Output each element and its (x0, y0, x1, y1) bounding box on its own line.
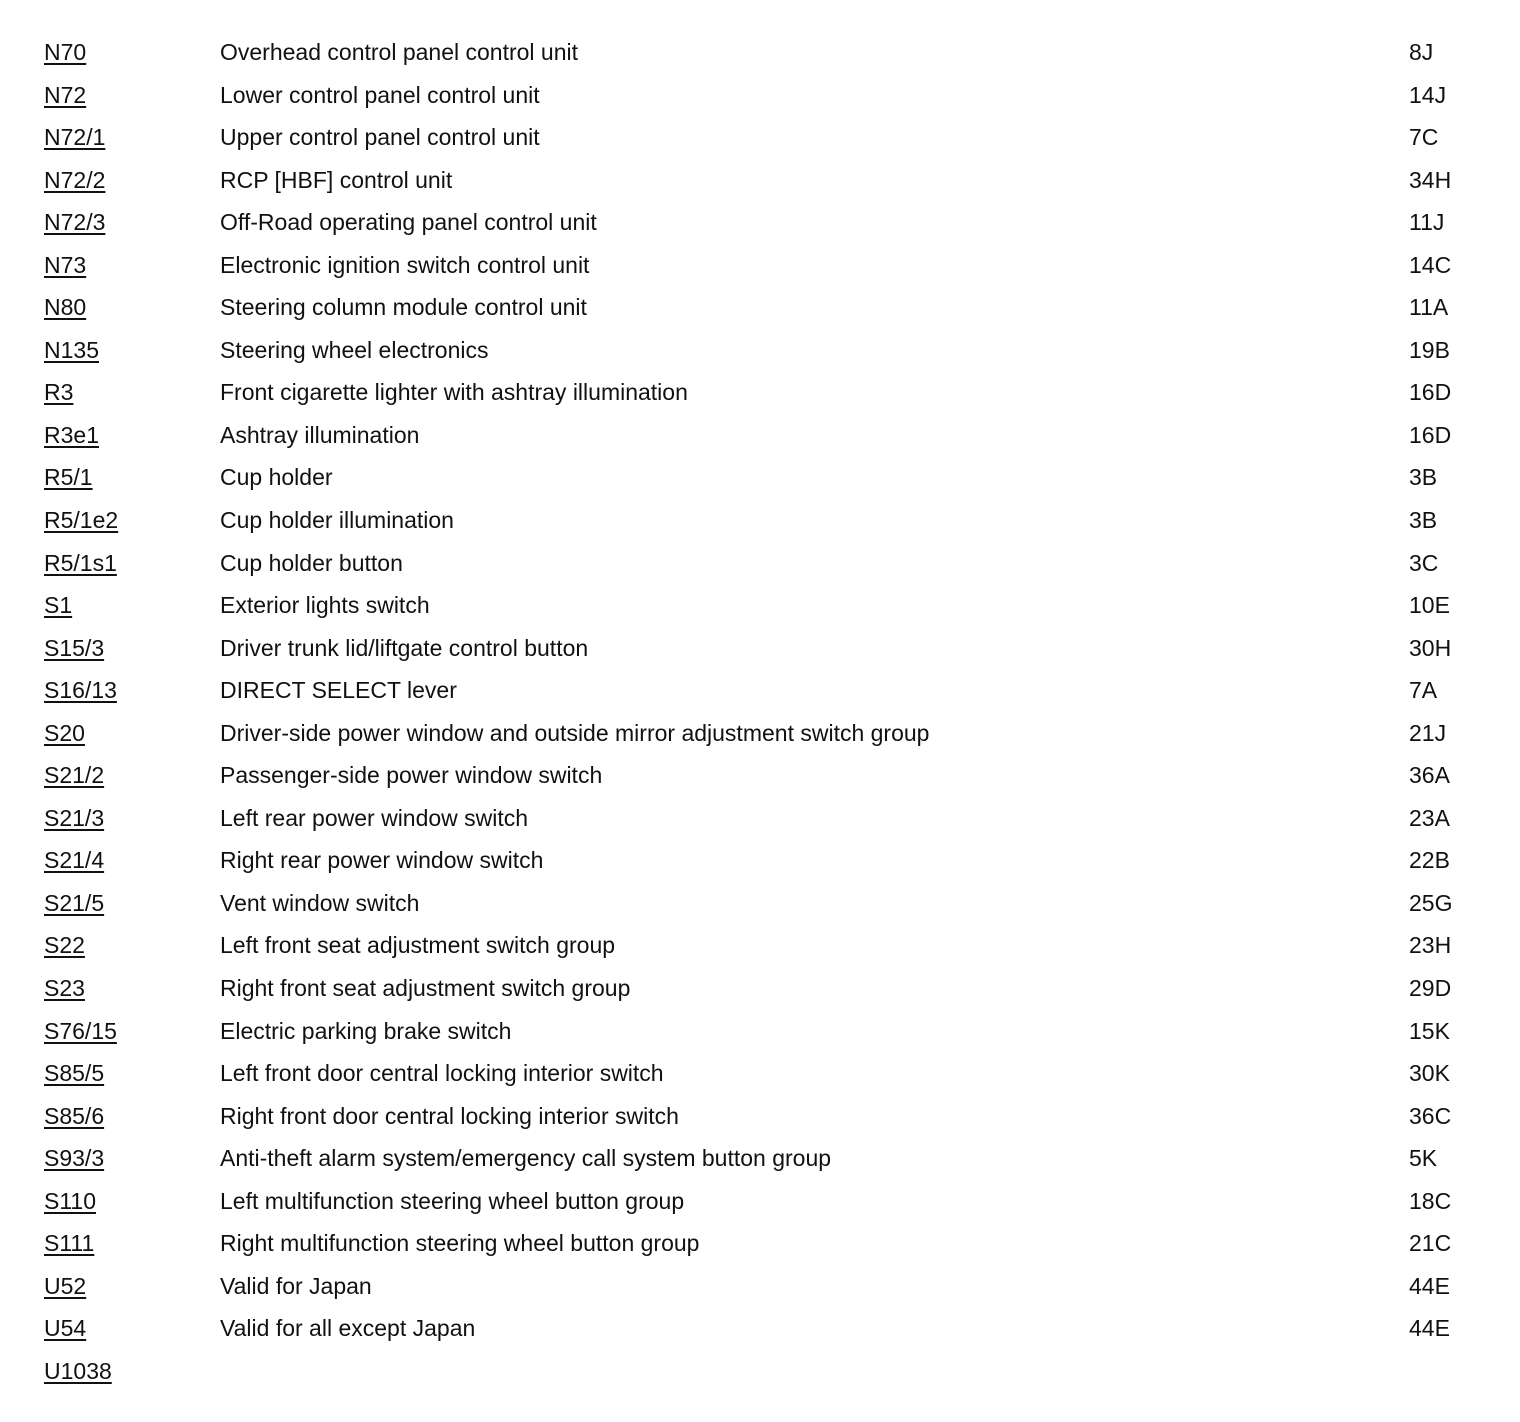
component-code-link[interactable]: S21/4 (44, 847, 105, 874)
grid-location: 36C (1409, 1102, 1452, 1129)
component-code-link[interactable]: R5/1 (44, 464, 93, 491)
component-code-link[interactable]: N72 (44, 81, 87, 108)
component-description: Steering wheel electronics (220, 336, 489, 363)
component-description: Lower control panel control unit (220, 81, 540, 108)
component-code-link[interactable]: S16/13 (44, 677, 117, 704)
grid-location: 21C (1409, 1230, 1452, 1257)
grid-location: 44E (1409, 1315, 1450, 1342)
component-code-link[interactable]: R5/1e2 (44, 507, 119, 534)
grid-location: 25G (1409, 889, 1453, 916)
component-description: Left front door central locking interior switch (220, 1060, 664, 1087)
list-item (0, 754, 1520, 797)
list-item (0, 414, 1520, 457)
grid-location: 7A (1409, 677, 1438, 704)
grid-location: 21J (1409, 719, 1447, 746)
list-item (0, 584, 1520, 627)
component-description: Ashtray illumination (220, 421, 420, 448)
component-legend-list (0, 31, 1520, 1393)
component-code-link[interactable]: R3 (44, 379, 74, 406)
component-code-link[interactable]: R5/1s1 (44, 549, 117, 576)
component-description: Left rear power window switch (220, 804, 529, 831)
component-description: Front cigarette lighter with ashtray illumination (220, 379, 688, 406)
list-item (0, 1222, 1520, 1265)
component-code-link[interactable]: S21/5 (44, 889, 105, 916)
component-description: Right front door central locking interior switch (220, 1102, 679, 1129)
list-item (0, 839, 1520, 882)
grid-location: 3B (1409, 464, 1438, 491)
grid-location: 16D (1409, 421, 1452, 448)
list-item (0, 1180, 1520, 1223)
list-item (0, 882, 1520, 925)
grid-location: 10E (1409, 592, 1450, 619)
grid-location: 34H (1409, 166, 1452, 193)
grid-location: 23A (1409, 804, 1450, 831)
grid-location: 11A (1409, 294, 1449, 321)
component-description: DIRECT SELECT lever (220, 677, 457, 704)
list-item (0, 499, 1520, 542)
component-description: Off-Road operating panel control unit (220, 209, 597, 236)
grid-location: 30H (1409, 634, 1452, 661)
list-item (0, 244, 1520, 287)
list-item (0, 1350, 1520, 1393)
grid-location: 15K (1409, 1017, 1450, 1044)
list-item (0, 371, 1520, 414)
grid-location: 36A (1409, 762, 1450, 789)
component-code-link[interactable]: N72/3 (44, 209, 106, 236)
component-code-link[interactable]: U52 (44, 1272, 87, 1299)
component-description: Electric parking brake switch (220, 1017, 512, 1044)
component-description: Cup holder button (220, 549, 403, 576)
component-description: Left multifunction steering wheel button group (220, 1187, 685, 1214)
list-item (0, 1095, 1520, 1138)
component-description: Passenger-side power window switch (220, 762, 603, 789)
component-code-link[interactable]: S21/2 (44, 762, 105, 789)
component-description: Cup holder (220, 464, 333, 491)
grid-location: 14C (1409, 251, 1452, 278)
component-code-link[interactable]: S85/6 (44, 1102, 105, 1129)
component-description: Steering column module control unit (220, 294, 587, 321)
component-description: Driver-side power window and outside mirror adjustment switch group (220, 719, 930, 746)
component-code-link[interactable]: N72/2 (44, 166, 106, 193)
list-item (0, 159, 1520, 202)
component-description: Overhead control panel control unit (220, 39, 578, 65)
component-description: Left front seat adjustment switch group (220, 932, 616, 959)
component-code-link[interactable]: S85/5 (44, 1060, 105, 1087)
list-item (0, 542, 1520, 585)
list-item (0, 1052, 1520, 1095)
list-item (0, 1137, 1520, 1180)
component-code-link[interactable]: S21/3 (44, 804, 105, 831)
list-item (0, 1307, 1520, 1350)
component-code-link[interactable]: S15/3 (44, 634, 105, 661)
grid-location: 44E (1409, 1272, 1450, 1299)
list-item (0, 1265, 1520, 1308)
list-item (0, 797, 1520, 840)
list-item (0, 924, 1520, 967)
component-description: Vent window switch (220, 889, 420, 916)
list-item (0, 201, 1520, 244)
list-item (0, 74, 1520, 117)
list-item (0, 329, 1520, 372)
component-code-link[interactable]: S111 (44, 1230, 95, 1257)
component-description: Right multifunction steering wheel button group (220, 1230, 700, 1257)
component-description: Valid for all except Japan (220, 1315, 476, 1342)
component-description: Driver trunk lid/liftgate control button (220, 634, 589, 661)
component-code-link[interactable]: N70 (44, 39, 87, 65)
component-code-link[interactable]: S22 (44, 932, 85, 959)
component-code-link[interactable]: S1 (44, 592, 73, 619)
component-description: Electronic ignition switch control unit (220, 251, 590, 278)
grid-location: 22B (1409, 847, 1450, 874)
component-description: Right rear power window switch (220, 847, 544, 874)
list-item (0, 967, 1520, 1010)
component-code-link[interactable]: S20 (44, 719, 85, 746)
grid-location: 16D (1409, 379, 1452, 406)
component-code-link[interactable]: S23 (44, 975, 85, 1002)
component-code-link[interactable]: R3e1 (44, 421, 99, 448)
grid-location: 19B (1409, 336, 1450, 363)
component-description: Valid for Japan (220, 1272, 372, 1299)
list-item (0, 1010, 1520, 1053)
component-description: RCP [HBF] control unit (220, 166, 453, 193)
list-item (0, 627, 1520, 670)
component-code-link[interactable]: N135 (44, 336, 99, 363)
grid-location: 3B (1409, 507, 1438, 534)
grid-location: 23H (1409, 932, 1452, 959)
component-code-link[interactable]: S76/15 (44, 1017, 117, 1044)
list-item (0, 116, 1520, 159)
list-item (0, 31, 1520, 74)
grid-location: 8J (1409, 39, 1434, 65)
component-code-link[interactable]: S110 (44, 1187, 97, 1214)
grid-location: 3C (1409, 549, 1439, 576)
grid-location: 30K (1409, 1060, 1450, 1087)
grid-location: 14J (1409, 81, 1447, 108)
component-code-link[interactable]: U54 (44, 1315, 87, 1342)
grid-location: 11J (1409, 209, 1445, 236)
component-code-link[interactable]: N73 (44, 251, 87, 278)
list-item (0, 669, 1520, 712)
component-description: Exterior lights switch (220, 592, 430, 619)
list-item (0, 286, 1520, 329)
grid-location: 18C (1409, 1187, 1452, 1214)
component-code-link[interactable]: S93/3 (44, 1145, 105, 1172)
list-item (0, 712, 1520, 755)
component-code-link[interactable]: N80 (44, 294, 87, 321)
component-description: Cup holder illumination (220, 507, 454, 534)
grid-location: 7C (1409, 124, 1439, 151)
component-code-link[interactable]: U1038 (44, 1357, 112, 1384)
component-description: Upper control panel control unit (220, 124, 540, 151)
grid-location: 5K (1409, 1145, 1438, 1172)
grid-location: 29D (1409, 975, 1452, 1002)
list-item (0, 456, 1520, 499)
component-code-link[interactable]: N72/1 (44, 124, 106, 151)
component-description: Right front seat adjustment switch group (220, 975, 631, 1002)
component-description: Anti-theft alarm system/emergency call system button group (220, 1145, 832, 1172)
